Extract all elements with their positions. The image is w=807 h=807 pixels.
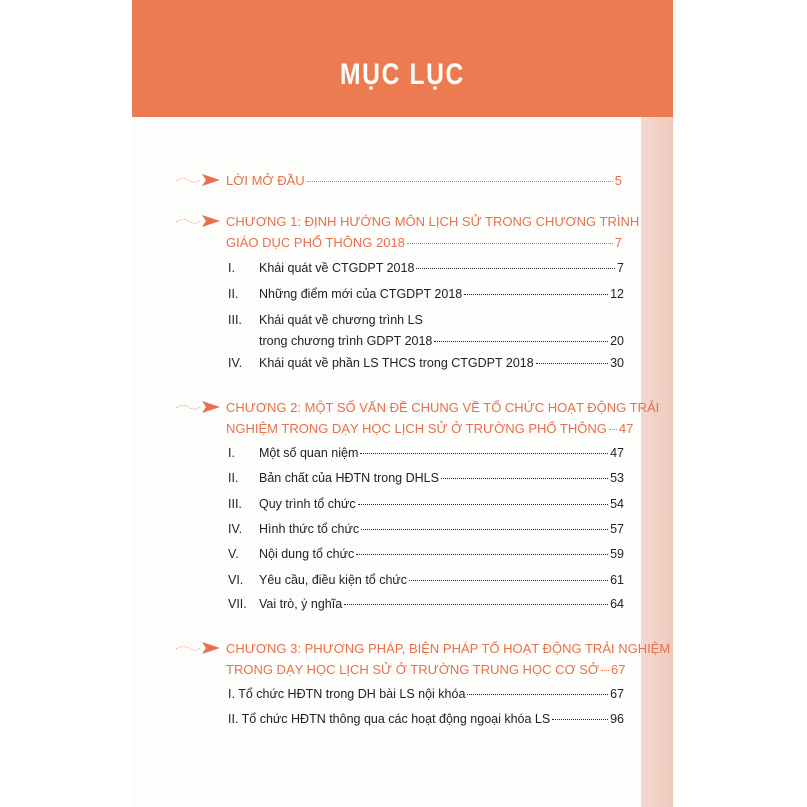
entry-line xyxy=(228,544,624,565)
arrow-bullet-icon xyxy=(174,399,222,415)
entry-line xyxy=(228,519,624,540)
dot-leader xyxy=(441,478,608,479)
entry-title: LỜI MỞ ĐẦU xyxy=(226,173,305,188)
toc-chapter-entry[interactable] xyxy=(226,211,640,253)
dot-leader xyxy=(552,719,608,720)
page-number: 57 xyxy=(610,522,624,536)
entry-title: Khái quát về CTGDPT 2018 xyxy=(259,261,415,275)
toc-chapter-entry[interactable] xyxy=(226,397,660,439)
page-number: 5 xyxy=(614,173,622,188)
book-page xyxy=(132,0,673,807)
page-number: 54 xyxy=(610,497,624,511)
dot-leader xyxy=(307,181,613,182)
page-number: 67 xyxy=(610,687,624,701)
toc-section-entry[interactable] xyxy=(228,284,624,305)
toc-section-entry[interactable] xyxy=(228,709,624,730)
dot-leader xyxy=(601,670,609,671)
section-number: IV. xyxy=(228,522,243,536)
toc-chapter-entry[interactable] xyxy=(226,170,622,191)
entry-title: II. Tổ chức HĐTN thông qua các hoạt động ngoại khóa LS xyxy=(228,712,551,726)
entry-title: Hình thức tổ chức xyxy=(259,522,360,536)
toc-section-entry[interactable] xyxy=(228,494,624,515)
page-number: 61 xyxy=(610,573,624,587)
arrow-bullet-icon xyxy=(174,213,222,229)
section-number: I. xyxy=(228,446,235,460)
section-number: V. xyxy=(228,547,239,561)
entry-line xyxy=(226,211,640,232)
entry-line xyxy=(228,331,624,352)
page-number: 20 xyxy=(610,334,624,348)
entry-title: TRONG DẠY HỌC LỊCH SỬ Ở TRƯỜNG TRUNG HỌC CƠ SỞ xyxy=(226,662,600,677)
entry-line xyxy=(228,353,624,374)
toc-section-entry[interactable] xyxy=(228,684,624,705)
page-number: 59 xyxy=(610,547,624,561)
entry-line xyxy=(228,310,624,331)
entry-line xyxy=(228,709,624,730)
entry-title: Khái quát về chương trình LS xyxy=(259,313,423,327)
page-number: 47 xyxy=(610,446,624,460)
entry-line xyxy=(228,684,624,705)
header-band xyxy=(132,0,673,117)
dot-leader xyxy=(361,529,608,530)
section-number: I. xyxy=(228,261,235,275)
toc-section-entry[interactable] xyxy=(228,544,624,565)
page-number: 67 xyxy=(611,662,626,677)
toc-chapter-entry[interactable] xyxy=(226,638,671,680)
entry-line xyxy=(228,494,624,515)
entry-title: trong chương trình GDPT 2018 xyxy=(259,334,433,348)
entry-line xyxy=(228,443,624,464)
section-number: IV. xyxy=(228,356,243,370)
dot-leader xyxy=(467,694,608,695)
page-number: 30 xyxy=(610,356,624,370)
entry-line xyxy=(226,397,660,418)
entry-title: NGHIỆM TRONG DẠY HỌC LỊCH SỬ Ở TRƯỜNG PHỔ THÔNG xyxy=(226,421,607,436)
entry-line xyxy=(226,638,671,659)
entry-title: CHƯƠNG 2: MỘT SỐ VẤN ĐỀ CHUNG VỀ TỔ CHỨC HOẠT ĐỘNG TRẢI xyxy=(226,400,660,415)
page-number: 7 xyxy=(617,261,624,275)
dot-leader xyxy=(360,453,608,454)
dot-leader xyxy=(536,363,608,364)
dot-leader xyxy=(409,580,608,581)
entry-title: I. Tổ chức HĐTN trong DH bài LS nội khóa xyxy=(228,687,466,701)
entry-line xyxy=(226,659,626,680)
dot-leader xyxy=(358,504,608,505)
dot-leader xyxy=(407,243,613,244)
toc-section-entry[interactable] xyxy=(228,310,624,352)
entry-title: GIÁO DỤC PHỔ THÔNG 2018 xyxy=(226,235,405,250)
page-number: 96 xyxy=(610,712,624,726)
page-number: 64 xyxy=(610,597,624,611)
entry-title: Nội dung tổ chức xyxy=(259,547,355,561)
entry-title: Vai trò, ý nghĩa xyxy=(259,597,343,611)
entry-title: Khái quát về phần LS THCS trong CTGDPT 2018 xyxy=(259,356,534,370)
toc-section-entry[interactable] xyxy=(228,468,624,489)
entry-line xyxy=(226,232,622,253)
entry-line xyxy=(228,570,624,591)
entry-title: Một số quan niệm xyxy=(259,446,359,460)
page-title: MỤC LỤC xyxy=(340,58,465,91)
arrow-bullet-icon xyxy=(174,640,222,656)
entry-title: Bản chất của HĐTN trong DHLS xyxy=(259,471,439,485)
entry-title: Yêu cầu, điều kiện tổ chức xyxy=(259,573,408,587)
dot-leader xyxy=(416,268,615,269)
page-number: 47 xyxy=(618,421,634,436)
section-number: II. xyxy=(228,471,239,485)
toc-section-entry[interactable] xyxy=(228,570,624,591)
entry-title: Quy trình tổ chức xyxy=(259,497,356,511)
toc-section-entry[interactable] xyxy=(228,353,624,374)
entry-line xyxy=(228,284,624,305)
entry-title: CHƯƠNG 3: PHƯƠNG PHÁP, BIỆN PHÁP TỔ HOẠT ĐỘNG TRẢI NGHIỆM xyxy=(226,641,671,656)
section-number: VI. xyxy=(228,573,244,587)
dot-leader xyxy=(609,429,617,430)
section-number: VII. xyxy=(228,597,247,611)
toc-section-entry[interactable] xyxy=(228,258,624,279)
entry-title: CHƯƠNG 1: ĐỊNH HƯỚNG MÔN LỊCH SỬ TRONG CHƯƠNG TRÌNH xyxy=(226,214,640,229)
page-number: 12 xyxy=(610,287,624,301)
section-number: III. xyxy=(228,313,242,327)
section-number: III. xyxy=(228,497,242,511)
entry-line xyxy=(228,258,624,279)
page-edge-strip xyxy=(641,117,673,807)
page-number: 7 xyxy=(614,235,622,250)
page-number: 53 xyxy=(610,471,624,485)
dot-leader xyxy=(356,554,608,555)
entry-title: Những điểm mới của CTGDPT 2018 xyxy=(259,287,463,301)
entry-line xyxy=(228,468,624,489)
entry-line xyxy=(228,594,624,615)
dot-leader xyxy=(464,294,608,295)
entry-line xyxy=(226,170,622,191)
section-number: II. xyxy=(228,287,239,301)
toc-section-entry[interactable] xyxy=(228,443,624,464)
dot-leader xyxy=(434,341,608,342)
dot-leader xyxy=(344,604,608,605)
entry-line xyxy=(226,418,634,439)
toc-section-entry[interactable] xyxy=(228,519,624,540)
toc-section-entry[interactable] xyxy=(228,594,624,615)
arrow-bullet-icon xyxy=(174,172,222,188)
